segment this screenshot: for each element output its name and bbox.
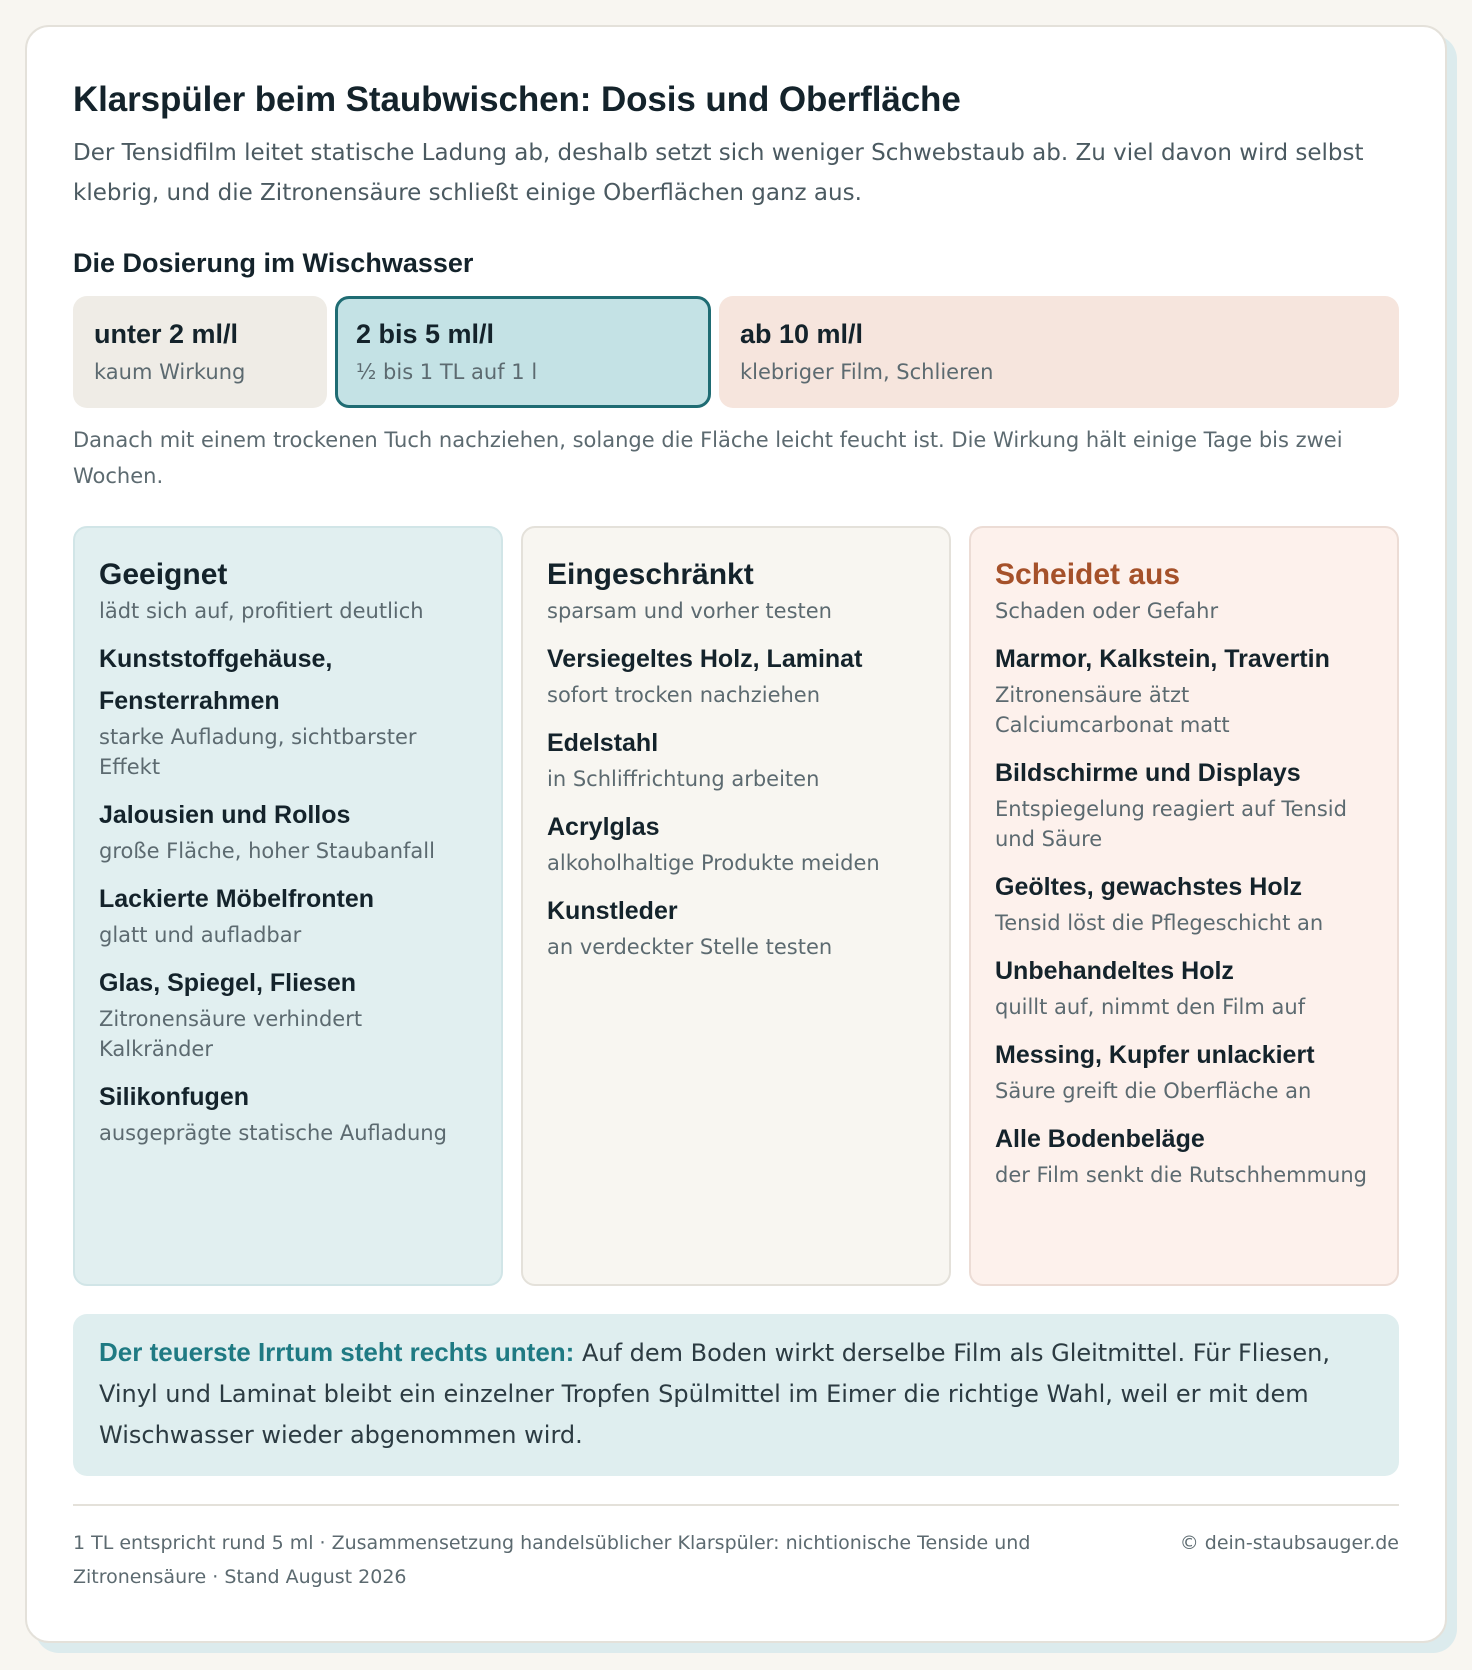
page-title: Klarspüler beim Staubwischen: Dosis und Oberfläche [73,80,961,119]
list-item [547,638,925,710]
dosage-scale [73,296,1399,408]
item-desc: glatt und aufladbar [99,923,302,947]
column-title: Geeignet [99,558,228,591]
list-item [995,1034,1373,1106]
column-suitable [73,526,503,1286]
item-name: Geöltes, gewachstes Holz [995,873,1303,901]
list-item [995,1118,1373,1190]
item-name: Marmor, Kalkstein, Travertin [995,645,1330,673]
dosage-value: unter 2 ml/l [94,319,239,349]
dosage-low [73,296,327,408]
dosage-heading: Die Dosierung im Wischwasser [73,248,474,278]
list-item [547,806,925,878]
dosage-high [719,296,1399,408]
item-name: Silikonfugen [99,1083,249,1111]
item-desc: der Film senkt die Rutschhemmung [995,1163,1367,1187]
column-subtitle: Schaden oder Gefahr [995,599,1219,623]
item-name: Acrylglas [547,813,660,841]
list-item [995,638,1373,740]
warning-callout [73,1314,1399,1476]
list-item [99,878,477,950]
item-name: Jalousien und Rollos [99,801,351,829]
item-desc: ausgeprägte statische Aufladung [99,1121,447,1145]
item-name: Alle Bodenbeläge [995,1125,1205,1153]
item-desc: sofort trocken nachziehen [547,683,821,707]
callout-text: Auf dem Boden wirkt derselbe Film als Gleitmittel. Für Fliesen, Vinyl und Laminat bleibt ein einzelner Tropfen Spülmittel im Eimer die richtige Wahl, weil er mit dem Wischwasser wieder abgenommen wird. [99,1339,1330,1449]
item-name: Messing, Kupfer unlackiert [995,1041,1315,1069]
item-name: Kunstleder [547,897,678,925]
footer-note: 1 TL entspricht rund 5 ml · Zusammensetzung handelsüblicher Klarspüler: nichtionische Tenside und Zitronensäure · Stand August 2026 [73,1532,1031,1588]
item-name: Lackierte Möbelfronten [99,885,375,913]
item-name: Kunststoffgehäuse, Fensterrahmen [99,645,333,715]
item-desc: Tensid löst die Pflegeschicht an [995,911,1324,935]
dosage-recommended [335,296,711,408]
list-item [99,794,477,866]
dosage-note: Danach mit einem trockenen Tuch nachziehen, solange die Fläche leicht feucht ist. Die Wirkung hält einige Tage bis zwei Wochen. [73,428,1343,488]
list-item [99,962,477,1064]
dosage-effect: kaum Wirkung [94,360,246,384]
item-desc: alkoholhaltige Produkte meiden [547,851,880,875]
item-name: Versiegeltes Holz, Laminat [547,645,863,673]
item-desc: starke Aufladung, sichtbarster Effekt [99,725,417,779]
item-desc: quillt auf, nimmt den Film auf [995,995,1306,1019]
footer [73,1504,1399,1594]
item-desc: große Fläche, hoher Staubanfall [99,839,435,863]
list-item [995,866,1373,938]
column-excluded [969,526,1399,1286]
item-desc: Zitronensäure ätzt Calciumcarbonat matt [995,683,1230,737]
item-desc: Säure greift die Oberfläche an [995,1079,1312,1103]
list-item [99,1076,477,1148]
dosage-effect: ½ bis 1 TL auf 1 l [356,360,538,384]
callout-lead: Der teuerste Irrtum steht rechts unten: [99,1337,575,1367]
lead-text: Der Tensidfilm leitet statische Ladung ab, deshalb setzt sich weniger Schwebstaub ab. Zu viel davon wird selbst klebrig, und die Zitronensäure schließt einige Oberflächen ganz aus. [73,140,1364,206]
item-name: Edelstahl [547,729,659,757]
column-title: Scheidet aus [995,558,1181,591]
column-title: Eingeschränkt [547,558,754,591]
column-subtitle: sparsam und vorher testen [547,599,832,623]
dosage-value: 2 bis 5 ml/l [356,319,495,349]
copyright: © dein-staubsauger.de [1179,1532,1399,1554]
infographic-card [25,25,1447,1643]
item-name: Unbehandeltes Holz [995,957,1234,985]
item-name: Glas, Spiegel, Fliesen [99,969,357,997]
item-name: Bildschirme und Displays [995,759,1301,787]
item-desc: an verdeckter Stelle testen [547,935,833,959]
dosage-effect: klebriger Film, Schlieren [740,360,994,384]
surface-columns [73,526,1399,1286]
item-desc: Entspiegelung reagiert auf Tensid und Säure [995,797,1347,851]
list-item [99,638,477,782]
list-item [547,722,925,794]
item-desc: Zitronensäure verhindert Kalkränder [99,1007,363,1061]
list-item [995,950,1373,1022]
column-subtitle: lädt sich auf, profitiert deutlich [99,599,424,623]
column-limited [521,526,951,1286]
list-item [995,752,1373,854]
list-item [547,890,925,962]
dosage-value: ab 10 ml/l [740,319,864,349]
item-desc: in Schliffrichtung arbeiten [547,767,820,791]
